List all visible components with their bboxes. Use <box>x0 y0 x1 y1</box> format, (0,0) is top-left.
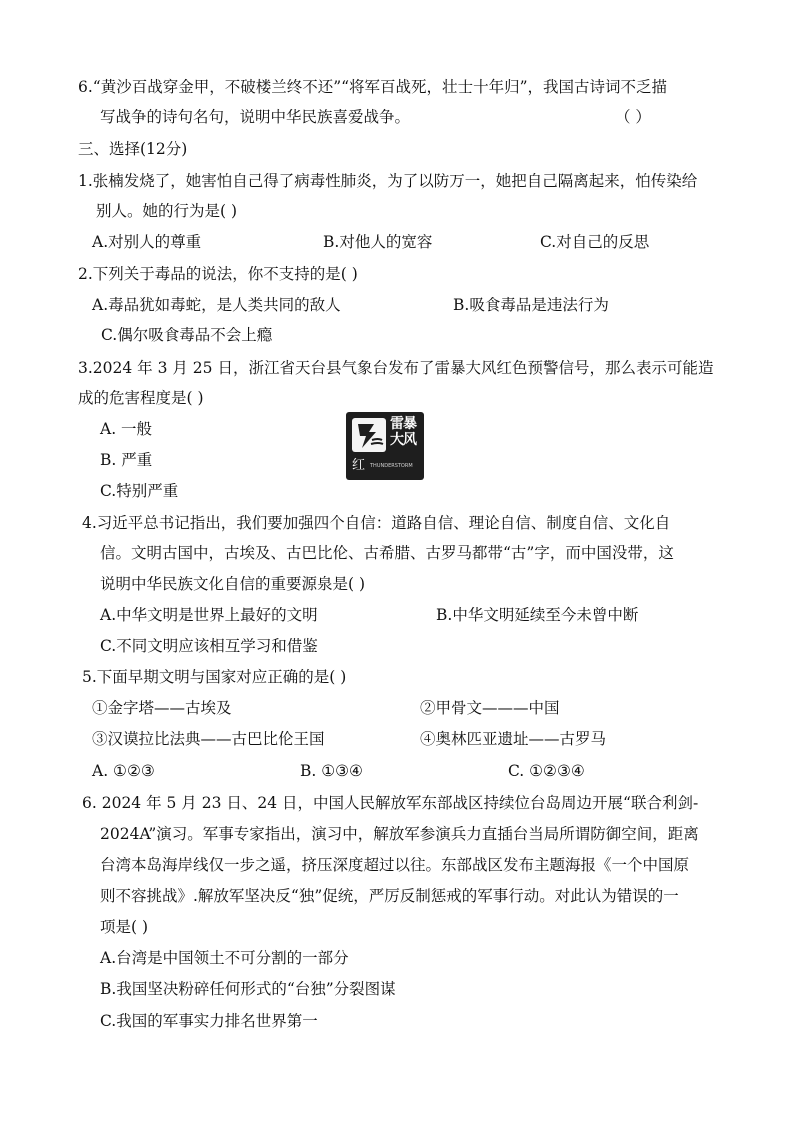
q3-option-c: C.特别严重 <box>100 482 179 500</box>
q3-option-b: B. 严重 <box>100 451 153 469</box>
q3-stem-line1: 3.2024 年 3 月 25 日，浙江省天台县气象台发布了雷暴大风红色预警信号，那么表示可能造 <box>78 359 714 377</box>
q6-stem-line3: 台湾本岛海岸线仅一步之遥，挤压深度超过以往。东部战区发布主题海报《一个中国原 <box>100 856 690 874</box>
warning-sign-title: 雷暴大风 <box>390 416 416 448</box>
q5-option-b: B. ①③④ <box>300 762 363 780</box>
section-heading: 三、选择(12分) <box>78 140 188 158</box>
q2-stem: 2.下列关于毒品的说法，你不支持的是( ) <box>78 265 358 283</box>
q1-option-c: C.对自己的反思 <box>540 233 650 251</box>
q1-option-a: A.对别人的尊重 <box>92 233 202 251</box>
q5-item-1: ①金字塔——古埃及 <box>92 699 232 717</box>
q5-option-c: C. ①②③④ <box>508 762 585 780</box>
q6-option-b: B.我国坚决粉碎任何形式的“台独”分裂图谋 <box>100 980 396 998</box>
q2-option-c: C.偶尔吸食毒品不会上瘾 <box>101 326 273 344</box>
q4-option-c: C.不同文明应该相互学习和借鉴 <box>100 637 318 655</box>
q2-option-b: B.吸食毒品是违法行为 <box>453 296 609 314</box>
tf-q6-line1: 6.“黄沙百战穿金甲，不破楼兰终不还”“将军百战死，壮士十年归”，我国古诗词不乏描 <box>78 78 667 96</box>
q4-stem-line2: 信。文明古国中，古埃及、古巴比伦、古希腊、古罗马都带“古”字，而中国没带，这 <box>100 544 674 562</box>
warning-sign-color: 红 <box>352 458 366 473</box>
q4-stem-line3: 说明中华民族文化自信的重要源泉是( ) <box>100 575 366 593</box>
q6-stem-line2: 2024A”演习。军事专家指出，演习中，解放军参演兵力直插台当局所谓防御空间，距离 <box>100 825 699 843</box>
q4-stem-line1: 4.习近平总书记指出，我们要加强四个自信：道路自信、理论自信、制度自信、文化自 <box>82 514 671 532</box>
tf-q6-line2: 写战争的诗句名句，说明中华民族喜爱战争。 <box>100 108 411 126</box>
q4-option-a: A.中华文明是世界上最好的文明 <box>100 606 318 624</box>
warning-sign-english: THUNDERSTORM <box>370 463 413 469</box>
q5-option-a: A. ①②③ <box>92 762 155 780</box>
q5-item-2: ②甲骨文———中国 <box>420 699 560 717</box>
q2-option-a: A.毒品犹如毒蛇，是人类共同的敌人 <box>92 296 341 314</box>
q3-stem-line2: 成的危害程度是( ) <box>78 389 204 407</box>
tf-q6-answer-paren: （ ） <box>615 108 651 126</box>
q6-stem-line1: 6. 2024 年 5 月 23 日、24 日，中国人民解放军东部战区持续位台岛周边开展“联合利剑- <box>82 794 699 812</box>
q4-option-b: B.中华文明延续至今未曾中断 <box>436 606 639 624</box>
q6-option-a: A.台湾是中国领土不可分割的一部分 <box>100 949 349 967</box>
q1-stem-line1: 1.张楠发烧了，她害怕自己得了病毒性肺炎，为了以防万一，她把自己隔离起来，怕传染给 <box>78 172 698 190</box>
q6-option-c: C.我国的军事实力排名世界第一 <box>100 1012 318 1030</box>
q1-option-b: B.对他人的宽容 <box>323 233 433 251</box>
q3-option-a: A. 一般 <box>100 420 153 438</box>
q1-stem-line2: 别人。她的行为是( ) <box>96 202 238 220</box>
q6-stem-line5: 项是( ) <box>100 918 149 936</box>
q5-item-4: ④奥林匹亚遗址——古罗马 <box>420 730 607 748</box>
q5-stem: 5.下面早期文明与国家对应正确的是( ) <box>82 668 347 686</box>
lightning-wind-warning-icon <box>352 418 386 452</box>
thunderstorm-warning-sign <box>346 412 424 480</box>
q5-item-3: ③汉谟拉比法典——古巴比伦王国 <box>92 730 325 748</box>
q6-stem-line4: 则不容挑战》.解放军坚决反“独”促统，严厉反制惩戒的军事行动。对此认为错误的一 <box>100 887 679 905</box>
